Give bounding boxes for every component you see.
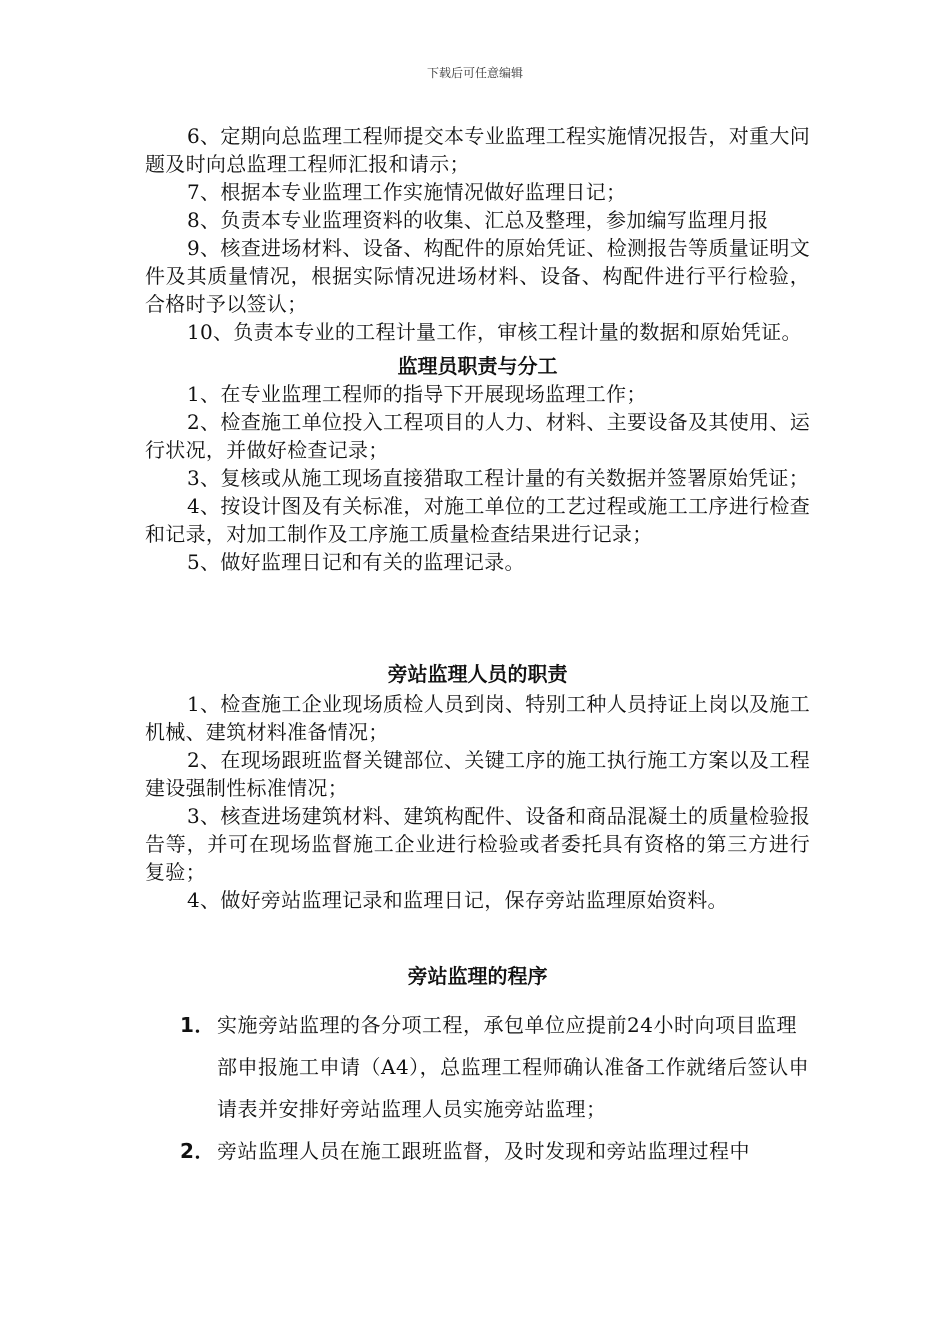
list-number: 2．	[180, 1139, 215, 1163]
procedure-list	[145, 1004, 810, 1172]
paragraph: 3、复核或从施工现场直接猎取工程计量的有关数据并签署原始凭证；	[187, 466, 810, 490]
paragraph: 10、负责本专业的工程计量工作，审核工程计量的数据和原始凭证。	[187, 320, 802, 344]
section-title: 旁站监理人员的职责	[387, 662, 568, 686]
list-number: 1．	[180, 1013, 215, 1037]
page-header: 下载后可任意编辑	[426, 66, 523, 80]
paragraph: 4、做好旁站监理记录和监理日记，保存旁站监理原始资料。	[187, 888, 728, 912]
paragraph: 9、核查进场材料、设备、构配件的原始凭证、检测报告等质量证明文件及其质量情况，根据实际情况进场材料、设备、构配件进行平行检验，合格时予以签认；	[145, 236, 810, 316]
document-body	[145, 122, 810, 1172]
section-onsite-procedure	[145, 962, 810, 1172]
paragraph: 5、做好监理日记和有关的监理记录。	[187, 550, 525, 574]
paragraph: 6、定期向总监理工程师提交本专业监理工程实施情况报告，对重大问题及时向总监理工程师汇报和请示；	[145, 124, 810, 176]
section-supervisor-duties	[145, 352, 810, 576]
paragraph: 4、按设计图及有关标准，对施工单位的工艺过程或施工工序进行检查和记录，对加工制作及工序施工质量检查结果进行记录；	[145, 494, 810, 546]
list-item-text: 实施旁站监理的各分项工程，承包单位应提前24小时向项目监理部申报施工申请（A4），总监理工程师确认准备工作就绪后签认申请表并安排好旁站监理人员实施旁站监理；	[217, 1013, 810, 1121]
list-item	[145, 1130, 810, 1172]
paragraph: 2、在现场跟班监督关键部位、关键工序的施工执行施工方案以及工程建设强制性标准情况；	[145, 748, 810, 800]
paragraph: 7、根据本专业监理工作实施情况做好监理日记；	[187, 180, 627, 204]
section-onsite-staff-duties	[145, 660, 810, 914]
paragraph: 2、检查施工单位投入工程项目的人力、材料、主要设备及其使用、运行状况，并做好检查记录；	[145, 410, 810, 462]
section-engineer-duties-continued	[145, 122, 810, 346]
paragraph: 1、检查施工企业现场质检人员到岗、特别工种人员持证上岗以及施工机械、建筑材料准备情况；	[145, 692, 810, 744]
paragraph: 8、负责本专业监理资料的收集、汇总及整理，参加编写监理月报	[187, 208, 769, 232]
section-title: 旁站监理的程序	[407, 964, 548, 988]
section-title: 监理员职责与分工	[397, 354, 558, 378]
paragraph: 3、核查进场建筑材料、建筑构配件、设备和商品混凝土的质量检验报告等，并可在现场监督施工企业进行检验或者委托具有资格的第三方进行复验；	[145, 804, 810, 884]
paragraph: 1、在专业监理工程师的指导下开展现场监理工作；	[187, 382, 647, 406]
list-item-text: 旁站监理人员在施工跟班监督，及时发现和旁站监理过程中	[217, 1139, 750, 1163]
list-item	[145, 1004, 810, 1130]
